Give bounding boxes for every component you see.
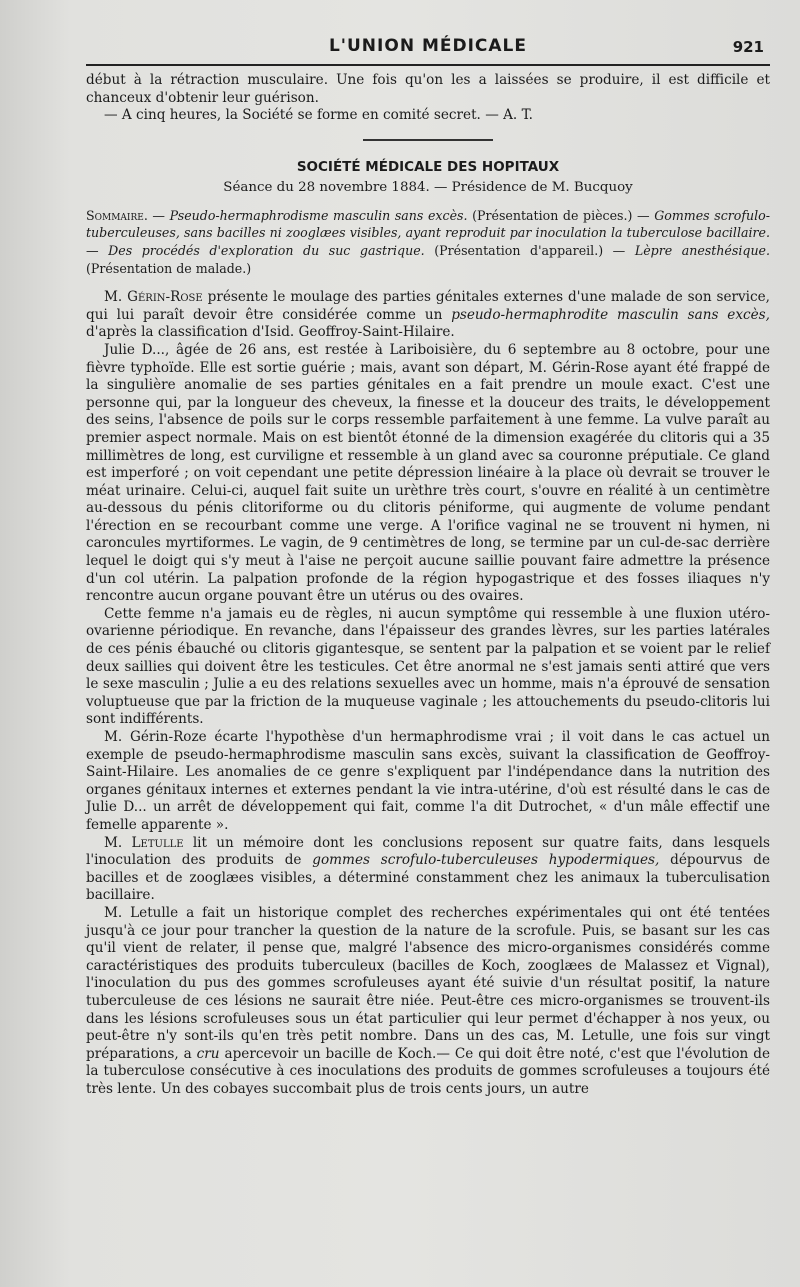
section-title: SOCIÉTÉ MÉDICALE DES HOPITAUX <box>296 158 560 175</box>
page-header <box>86 30 770 64</box>
body-text: présente le moulage des parties génitales externes d'une malade de son service, qui lui paraît devoir être considérée comme un <box>86 289 770 323</box>
speaker-name: M. Letulle <box>104 834 184 851</box>
seance-line: Séance du 28 novembre 1884. — Présidence de M. Bucquoy <box>223 179 633 195</box>
body-text: d'après la classification d'Isid. Geoffroy-Saint-Hilaire. <box>86 324 455 341</box>
summary-text-3: (Présentation d'appareil.) — <box>424 242 635 258</box>
speaker-name: M. Gérin-Rose <box>104 289 203 306</box>
intro-paragraph: début à la rétraction musculaire. Une fois qu'on les a laissées se produire, il est difficile et chanceux d'obtenir leur guérison. <box>86 72 770 106</box>
body-italic: gommes scrofulo-tuberculeuses hypodermiques, <box>312 852 660 869</box>
page-number: 921 <box>732 38 764 56</box>
summary-text-4: (Présentation de malade.) <box>86 260 252 276</box>
summary-topic-1: Pseudo-hermaphrodisme masculin sans excès. <box>169 207 468 223</box>
running-title: L'UNION MÉDICALE <box>328 36 528 56</box>
body-paragraph-4: M. Gérin-Roze écarte l'hypothèse d'un hermaphrodisme vrai ; il voit dans le cas actuel un exemple de pseudo-hermaphrodisme masculin sans excès, suivant la classification de Geoffroy-Saint-Hilaire. Les anomalies de ce genre s'expliquent par l'indépendance dans la nutrition des organes génitaux internes et externes pendant la vie intra-utérine, d'où est résulté dans le cas de Julie D... un arrêt de développement qui fait, comme l'a dit Dutrochet, « d'un mâle effectif une femelle apparente ». <box>86 729 770 833</box>
body-text: M. Letulle a fait un historique complet des recherches expérimentales qui ont été tentées jusqu'à ce jour pour trancher la question de la nature de la scrofule. Puis, se basant sur les cas qu'il vient de relater, il pense que, malgré l'absence des micro-organismes considérés comme caractéristiques des produits tuberculeux (bacilles de Koch, zooglæes de Malassez et Vignal), l'inoculation du pus des gommes scrofuleuses ayant été suivie d'un résultat positif, la nature tuberculeuse de ces lésions ne saurait être niée. Peut-être ces micro-organismes se trouvent-ils dans les lésions scrofuleuses sous un état particulier qui leur permet d'échapper à nos yeux, ou peut-être n'y sont-ils qu'en très petit nombre. Dans un des cas, M. Letulle, une fois sur vingt préparations, a <box>86 904 770 1062</box>
summary-paragraph <box>86 207 770 277</box>
body-paragraph-3: Cette femme n'a jamais eu de règles, ni aucun symptôme qui ressemble à une fluxion utéro-ovarienne périodique. En revanche, dans l'épaisseur des grandes lèvres, sur les parties latérales de ces pénis ébauché ou clitoris gigantesque, se sentent par la palpation et se voient par le relief deux saillies qui doivent être les testicules. Cet être anormal ne s'est jamais senti attiré que vers le sexe masculin ; Julie a eu des relations sexuelles avec un homme, mais n'a éprouvé de sensation voluptueuse que par la friction de la muqueuse vaginale ; les attouchements du pseudo-clitoris lui sont indifférents. <box>86 605 770 728</box>
body-paragraph-6 <box>86 905 770 1099</box>
body-italic: pseudo-hermaphrodite masculin sans excès, <box>451 306 770 323</box>
body-text: dépourvus de bacilles et de zooglæes visibles, a déterminé constamment chez les animaux la tuberculisation bacillaire. <box>86 852 771 904</box>
summary-label: Sommaire. <box>86 207 148 223</box>
section-divider <box>363 139 493 141</box>
summary-text-1: — <box>147 207 170 223</box>
body-paragraph-1 <box>86 289 770 342</box>
body-text: lit un mémoire dont les conclusions reposent sur quatre faits, dans lesquels l'inoculation des produits de <box>86 834 770 869</box>
intro-closing-line: — A cinq heures, la Société se forme en comité secret. — A. T. <box>104 107 533 124</box>
summary-topic-2: Gommes scrofulo-tuberculeuses, sans bacilles ni zooglæes visibles, ayant reproduit par inoculation la tuberculose bacillaire. — Des procédés d'exploration du suc gastrique. <box>86 207 770 258</box>
body-text: apercevoir un bacille de Koch.— Ce qui doit être noté, c'est que l'évolution de la tuberculose consécutive à ces inoculations des produits de gommes scrofuleuses a toujours été très lente. Un des cobayes succombait plus de trois cents jours, un autre <box>86 1045 770 1097</box>
body-paragraph-2: Julie D..., âgée de 26 ans, est restée à Lariboisière, du 6 septembre au 8 octobre, pour une fièvre typhoïde. Elle est sortie guérie ; mais, avant son départ, M. Gérin-Rose ayant été frappé de la singulière anomalie de ses parties génitales en a fait prendre un moule exact. C'est une personne qui, par la longueur des cheveux, la finesse et la douceur des traits, le développement des seins, l'absence de poils sur le corps ressemble parfaitement à une femme. La vulve paraît au premier aspect normale. Mais on est bientôt étonné de la dimension exagérée du clitoris qui a 35 millimètres de long, est curviligne et ressemble à un gland avec sa couronne préputiale. Ce gland est imperforé ; on voit cependant une petite dépression linéaire à la place où devrait se trouver le méat urinaire. Celui-ci, auquel fait suite un urèthre très court, s'ouvre en réalité à un centimètre au-dessous du pénis clitoriforme ou du clitoris péniforme, qui augmente de volume pendant l'érection en se recourbant comme une verge. A l'orifice vaginal ne se trouvent ni hymen, ni caroncules myrtiformes. Le vagin, de 9 centimètres de long, se termine par un cul-de-sac derrière lequel le doigt qui s'y meut à l'aise ne perçoit aucune saillie pouvant faire admettre la présence d'un col utérin. La palpation profonde de la région hypogastrique et des fosses iliaques n'y rencontre aucun organe pouvant être un utérus ou des ovaires. <box>86 341 770 605</box>
summary-topic-3: Lèpre anesthésique. <box>634 242 771 258</box>
summary-text-2: (Présentation de pièces.) — <box>467 207 655 223</box>
header-rule <box>86 64 770 66</box>
body-italic: cru <box>196 1045 220 1062</box>
body-paragraph-5 <box>86 835 770 905</box>
